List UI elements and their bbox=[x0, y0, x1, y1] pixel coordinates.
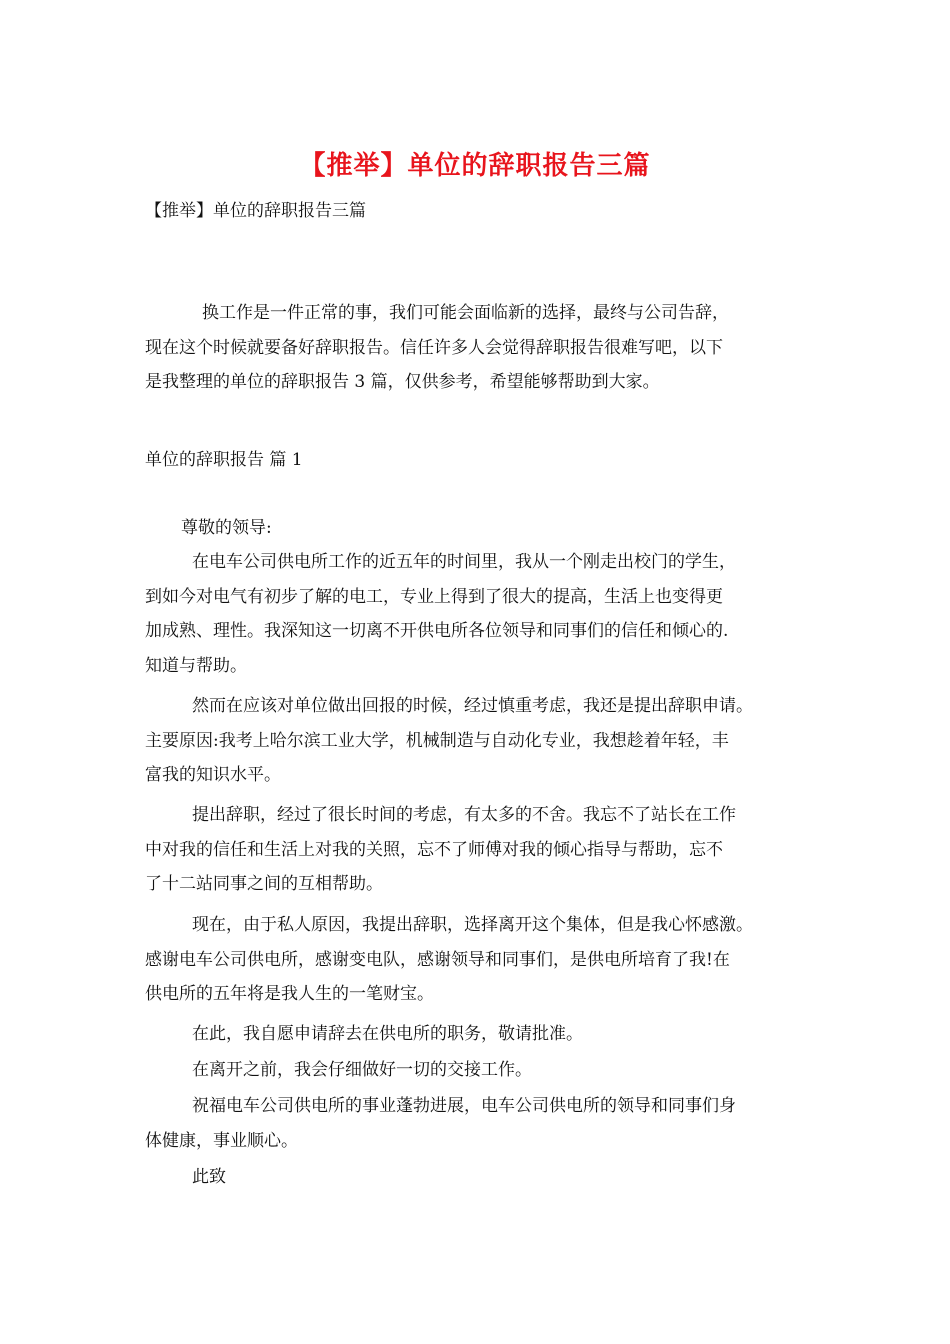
intro-line: 现在这个时候就要备好辞职报告。信任许多人会觉得辞职报告很难写吧，以下 bbox=[145, 337, 723, 358]
body-line: 在离开之前，我会仔细做好一切的交接工作。 bbox=[192, 1060, 532, 1080]
document-title: 【推举】单位的辞职报告三篇 bbox=[299, 151, 651, 181]
section-heading: 单位的辞职报告 篇 1 bbox=[145, 450, 303, 470]
salutation bbox=[145, 511, 825, 546]
body-paragraph bbox=[145, 908, 825, 1012]
body-line: 然而在应该对单位做出回报的时候，经过慎重考虑，我还是提出辞职申请。 bbox=[192, 696, 753, 716]
intro-paragraph bbox=[145, 296, 825, 400]
body-paragraph bbox=[145, 545, 825, 683]
body-line: 富我的知识水平。 bbox=[145, 765, 281, 785]
body-line: 中对我的信任和生活上对我的关照，忘不了师傅对我的倾心指导与帮助，忘不 bbox=[145, 839, 723, 860]
body-line: 在电车公司供电所工作的近五年的时间里，我从一个刚走出校门的学生， bbox=[192, 552, 736, 572]
body-line: 提出辞职，经过了很长时间的考虑，有太多的不舍。我忘不了站长在工作 bbox=[192, 805, 736, 825]
body-line: 加成熟、理性。我深知这一切离不开供电所各位领导和同事们的信任和倾心的. bbox=[145, 621, 729, 641]
body-line: 感谢电车公司供电所，感谢变电队，感谢领导和同事们，是供电所培育了我!在 bbox=[145, 949, 730, 970]
body-paragraph bbox=[145, 1017, 825, 1052]
body-paragraph bbox=[145, 689, 825, 793]
body-line: 供电所的五年将是我人生的一笔财宝。 bbox=[145, 984, 434, 1004]
closing-paragraph bbox=[145, 1160, 825, 1195]
body-line: 体健康，事业顺心。 bbox=[145, 1130, 298, 1151]
intro-line: 换工作是一件正常的事，我们可能会面临新的选择，最终与公司告辞， bbox=[202, 303, 729, 323]
closing-line: 此致 bbox=[192, 1167, 226, 1187]
body-line: 在此，我自愿申请辞去在供电所的职务，敬请批准。 bbox=[192, 1024, 583, 1044]
body-paragraph bbox=[145, 798, 825, 902]
body-line: 知道与帮助。 bbox=[145, 655, 247, 676]
document-subtitle: 【推举】单位的辞职报告三篇 bbox=[145, 201, 366, 221]
body-line: 到如今对电气有初步了解的电工，专业上得到了很大的提高，生活上也变得更 bbox=[145, 586, 723, 607]
body-line: 现在，由于私人原因，我提出辞职，选择离开这个集体，但是我心怀感激。 bbox=[192, 915, 753, 935]
intro-line: 是我整理的单位的辞职报告 3 篇，仅供参考，希望能够帮助到大家。 bbox=[145, 372, 660, 392]
body-line: 了十二站同事之间的互相帮助。 bbox=[145, 874, 383, 894]
body-line: 主要原因:我考上哈尔滨工业大学，机械制造与自动化专业，我想趁着年轻，丰 bbox=[145, 730, 729, 751]
salutation-text: 尊敬的领导: bbox=[181, 518, 272, 538]
body-paragraph bbox=[145, 1053, 825, 1088]
body-line: 祝福电车公司供电所的事业蓬勃进展，电车公司供电所的领导和同事们身 bbox=[192, 1096, 736, 1116]
body-paragraph bbox=[145, 1089, 825, 1158]
